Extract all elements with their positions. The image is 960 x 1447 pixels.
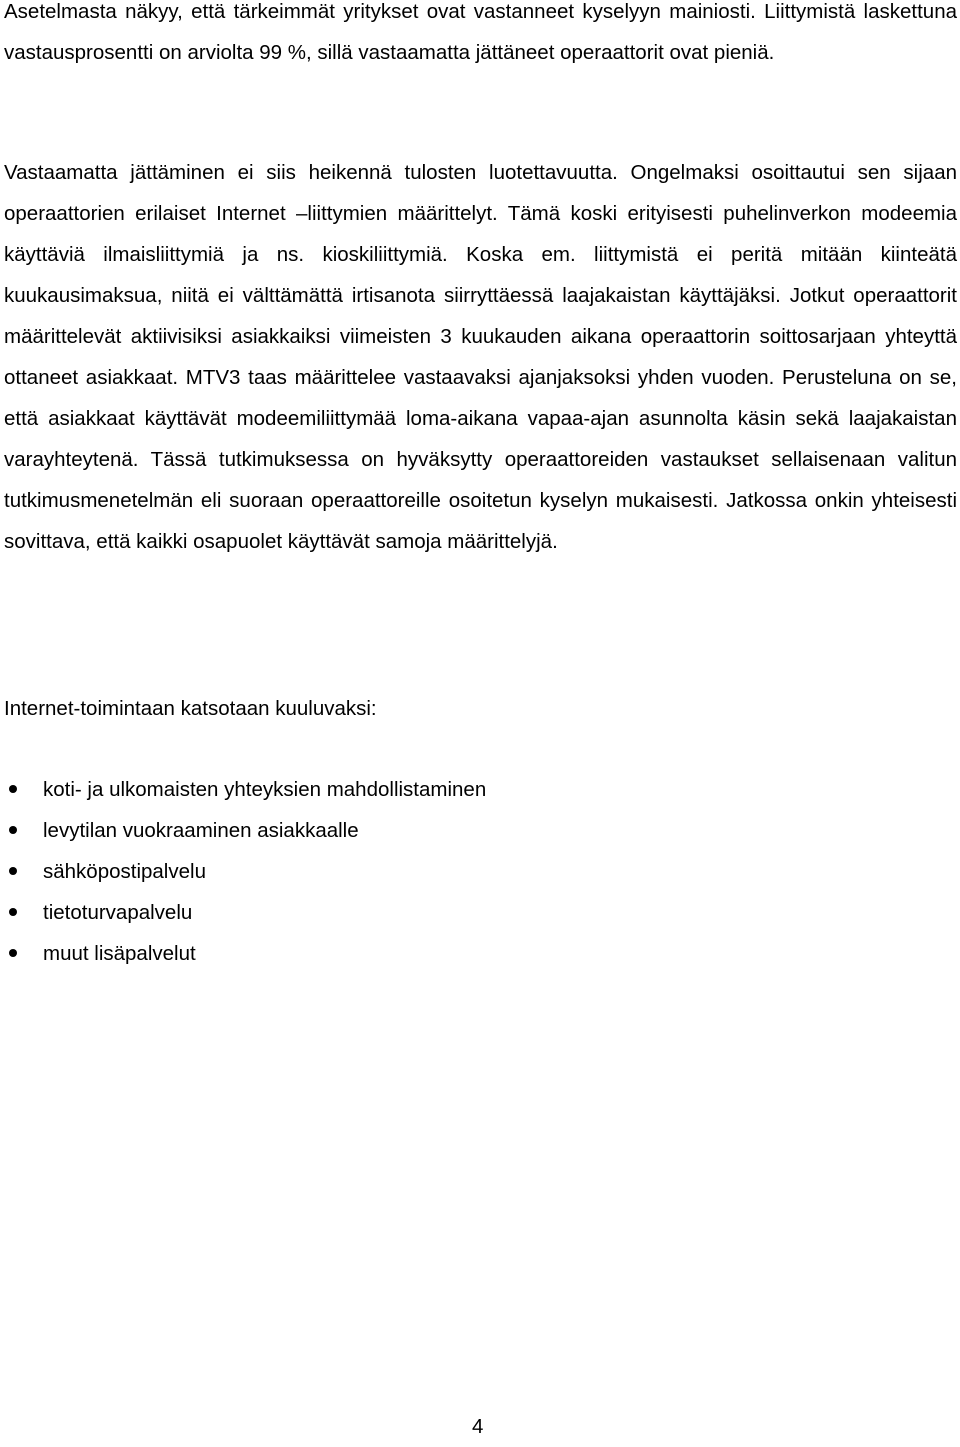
list-heading: Internet-toimintaan katsotaan kuuluvaksi: — [4, 697, 377, 720]
list-item — [4, 933, 486, 974]
bullet-icon — [9, 908, 17, 916]
service-list — [4, 769, 486, 974]
bullet-icon — [9, 949, 17, 957]
bullet-icon — [9, 785, 17, 793]
list-item — [4, 810, 486, 851]
list-item-text: sähköpostipalvelu — [43, 860, 206, 883]
list-item-text: koti- ja ulkomaisten yhteyksien mahdollistaminen — [43, 778, 487, 801]
list-item-text: muut lisäpalvelut — [43, 942, 196, 965]
paragraph-response-rate: Asetelmasta näkyy, että tärkeimmät yritykset ovat vastanneet kyselyyn mainiosti. Liittymistä laskettuna vastausprosentti on arviolta 99 %, sillä vastaamatta jättäneet operaattorit ovat pieniä. — [4, 0, 957, 64]
paragraph-definitions: Vastaamatta jättäminen ei siis heikennä tulosten luotettavuutta. Ongelmaksi osoittautui sen sijaan operaattorien erilaiset Internet –liittymien määrittelyt. Tämä koski erityisesti puhelinverkon modeemia käyttäviä ilmaisliittymiä ja ns. kioskiliittymiä. Koska em. liittymistä ei peritä mitään kiinteätä kuukausimaksua, niitä ei välttämättä irtisanota siirryttäessä laajakaistan käyttäjäksi. Jotkut operaattorit määrittelevät aktiivisiksi asiakkaiksi viimeisten 3 kuukauden aikana operaattorin soittosarjaan yhteyttä ottaneet asiakkaat. MTV3 taas määrittelee vastaavaksi ajanjaksoksi yhden vuoden. Perusteluna on se, että asiakkaat käyttävät modeemiliittymää loma-aikana vapaa-ajan asunnolta käsin sekä laajakaistan varayhteytenä. Tässä tutkimuksessa on hyväksytty operaattoreiden vastaukset sellaisenaan valitun tutkimusmenetelmän eli suoraan operaattoreille osoitetun kyselyn mukaisesti. Jatkossa onkin yhteisesti sovittava, että kaikki osapuolet käyttävät samoja määrittelyjä. — [4, 161, 957, 553]
list-item — [4, 892, 486, 933]
list-item — [4, 769, 486, 810]
list-item-text: levytilan vuokraaminen asiakkaalle — [43, 819, 359, 842]
bullet-icon — [9, 867, 17, 875]
page-number: 4 — [472, 1415, 484, 1438]
document-page — [4, 0, 957, 1436]
list-item-text: tietoturvapalvelu — [43, 901, 193, 924]
list-item — [4, 851, 486, 892]
bullet-icon — [9, 826, 17, 834]
